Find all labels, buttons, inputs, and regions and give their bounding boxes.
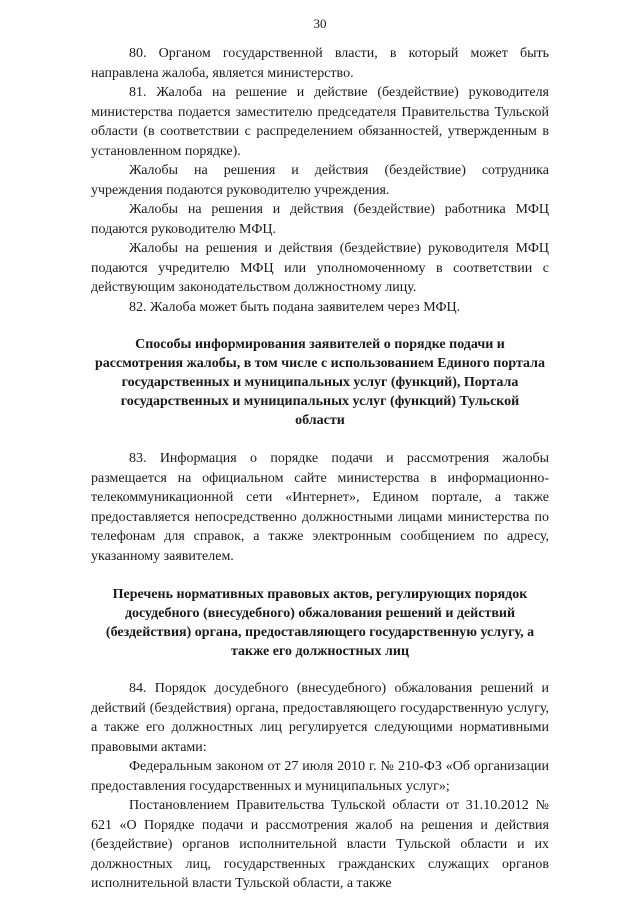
paragraph-83: 83. Информация о порядке подачи и рассмотрения жалобы размещается на официальном сайте министерства в информационно-телекоммуникационной сети «Интернет», Едином портале, а также предоставляется непосредственно должностными лицами министерства по телефонам для справок, а также электронным сообщением по адресу, указанному заявителем. [91,451,549,564]
section-legal-acts [91,679,549,894]
paragraph-mfc-worker: Жалобы на решения и действия (бездействие) работника МФЦ подаются руководителю МФЦ. [91,202,549,237]
section-informing [91,449,549,566]
paragraph-regional-resolution: Постановлением Правительства Тульской области от 31.10.2012 № 621 «О Порядке подачи и рассмотрения жалоб на решения и действия (бездействие) органов исполнительной власти Тульской области и их должностных лиц, государственных гражданских служащих органов исполнительной власти Тульской области, а также [91,798,549,891]
paragraph-federal-law: Федеральным законом от 27 июля 2010 г. № 210-ФЗ «Об организации предоставления государственных и муниципальных услуг»; [91,759,549,794]
page-number: 30 [313,16,327,31]
document-body [91,44,549,894]
paragraph-institution-employee: Жалобы на решения и действия (бездействие) сотрудника учреждения подаются руководителю учреждения. [91,163,549,198]
section-complaint-addressees [91,44,549,317]
section-heading-informing: Способы информирования заявителей о порядке подачи и рассмотрения жалобы, в том числе с использованием Единого портала государственных и муниципальных услуг (функций), Портала государственных и муниципальных услуг (функций) Тульской области [95,337,545,428]
paragraph-84: 84. Порядок досудебного (внесудебного) обжалования решений и действий (бездействия) органа, предоставляющего государственную услугу, а также его должностных лиц регулируется следующими нормативными правовыми актами: [91,681,549,755]
paragraph-81: 81. Жалоба на решение и действие (бездействие) руководителя министерства подается заместителю председателя Правительства Тульской области (в соответствии с распределением обязанностей, утвержденным в установленном порядке). [91,85,549,159]
section-heading-legal-acts: Перечень нормативных правовых актов, регулирующих порядок досудебного (внесудебного) обжалования решений и действий (бездействия) органа, предоставляющего государственную услугу, а также его должностных лиц [105,587,535,659]
paragraph-82: 82. Жалоба может быть подана заявителем через МФЦ. [129,299,461,315]
paragraph-mfc-head: Жалобы на решения и действия (бездействие) руководителя МФЦ подаются учредителю МФЦ или уполномоченному в соответствии с действующим законодательством должностному лицу. [91,241,549,295]
paragraph-80: 80. Органом государственной власти, в который может быть направлена жалоба, является министерство. [91,46,549,81]
